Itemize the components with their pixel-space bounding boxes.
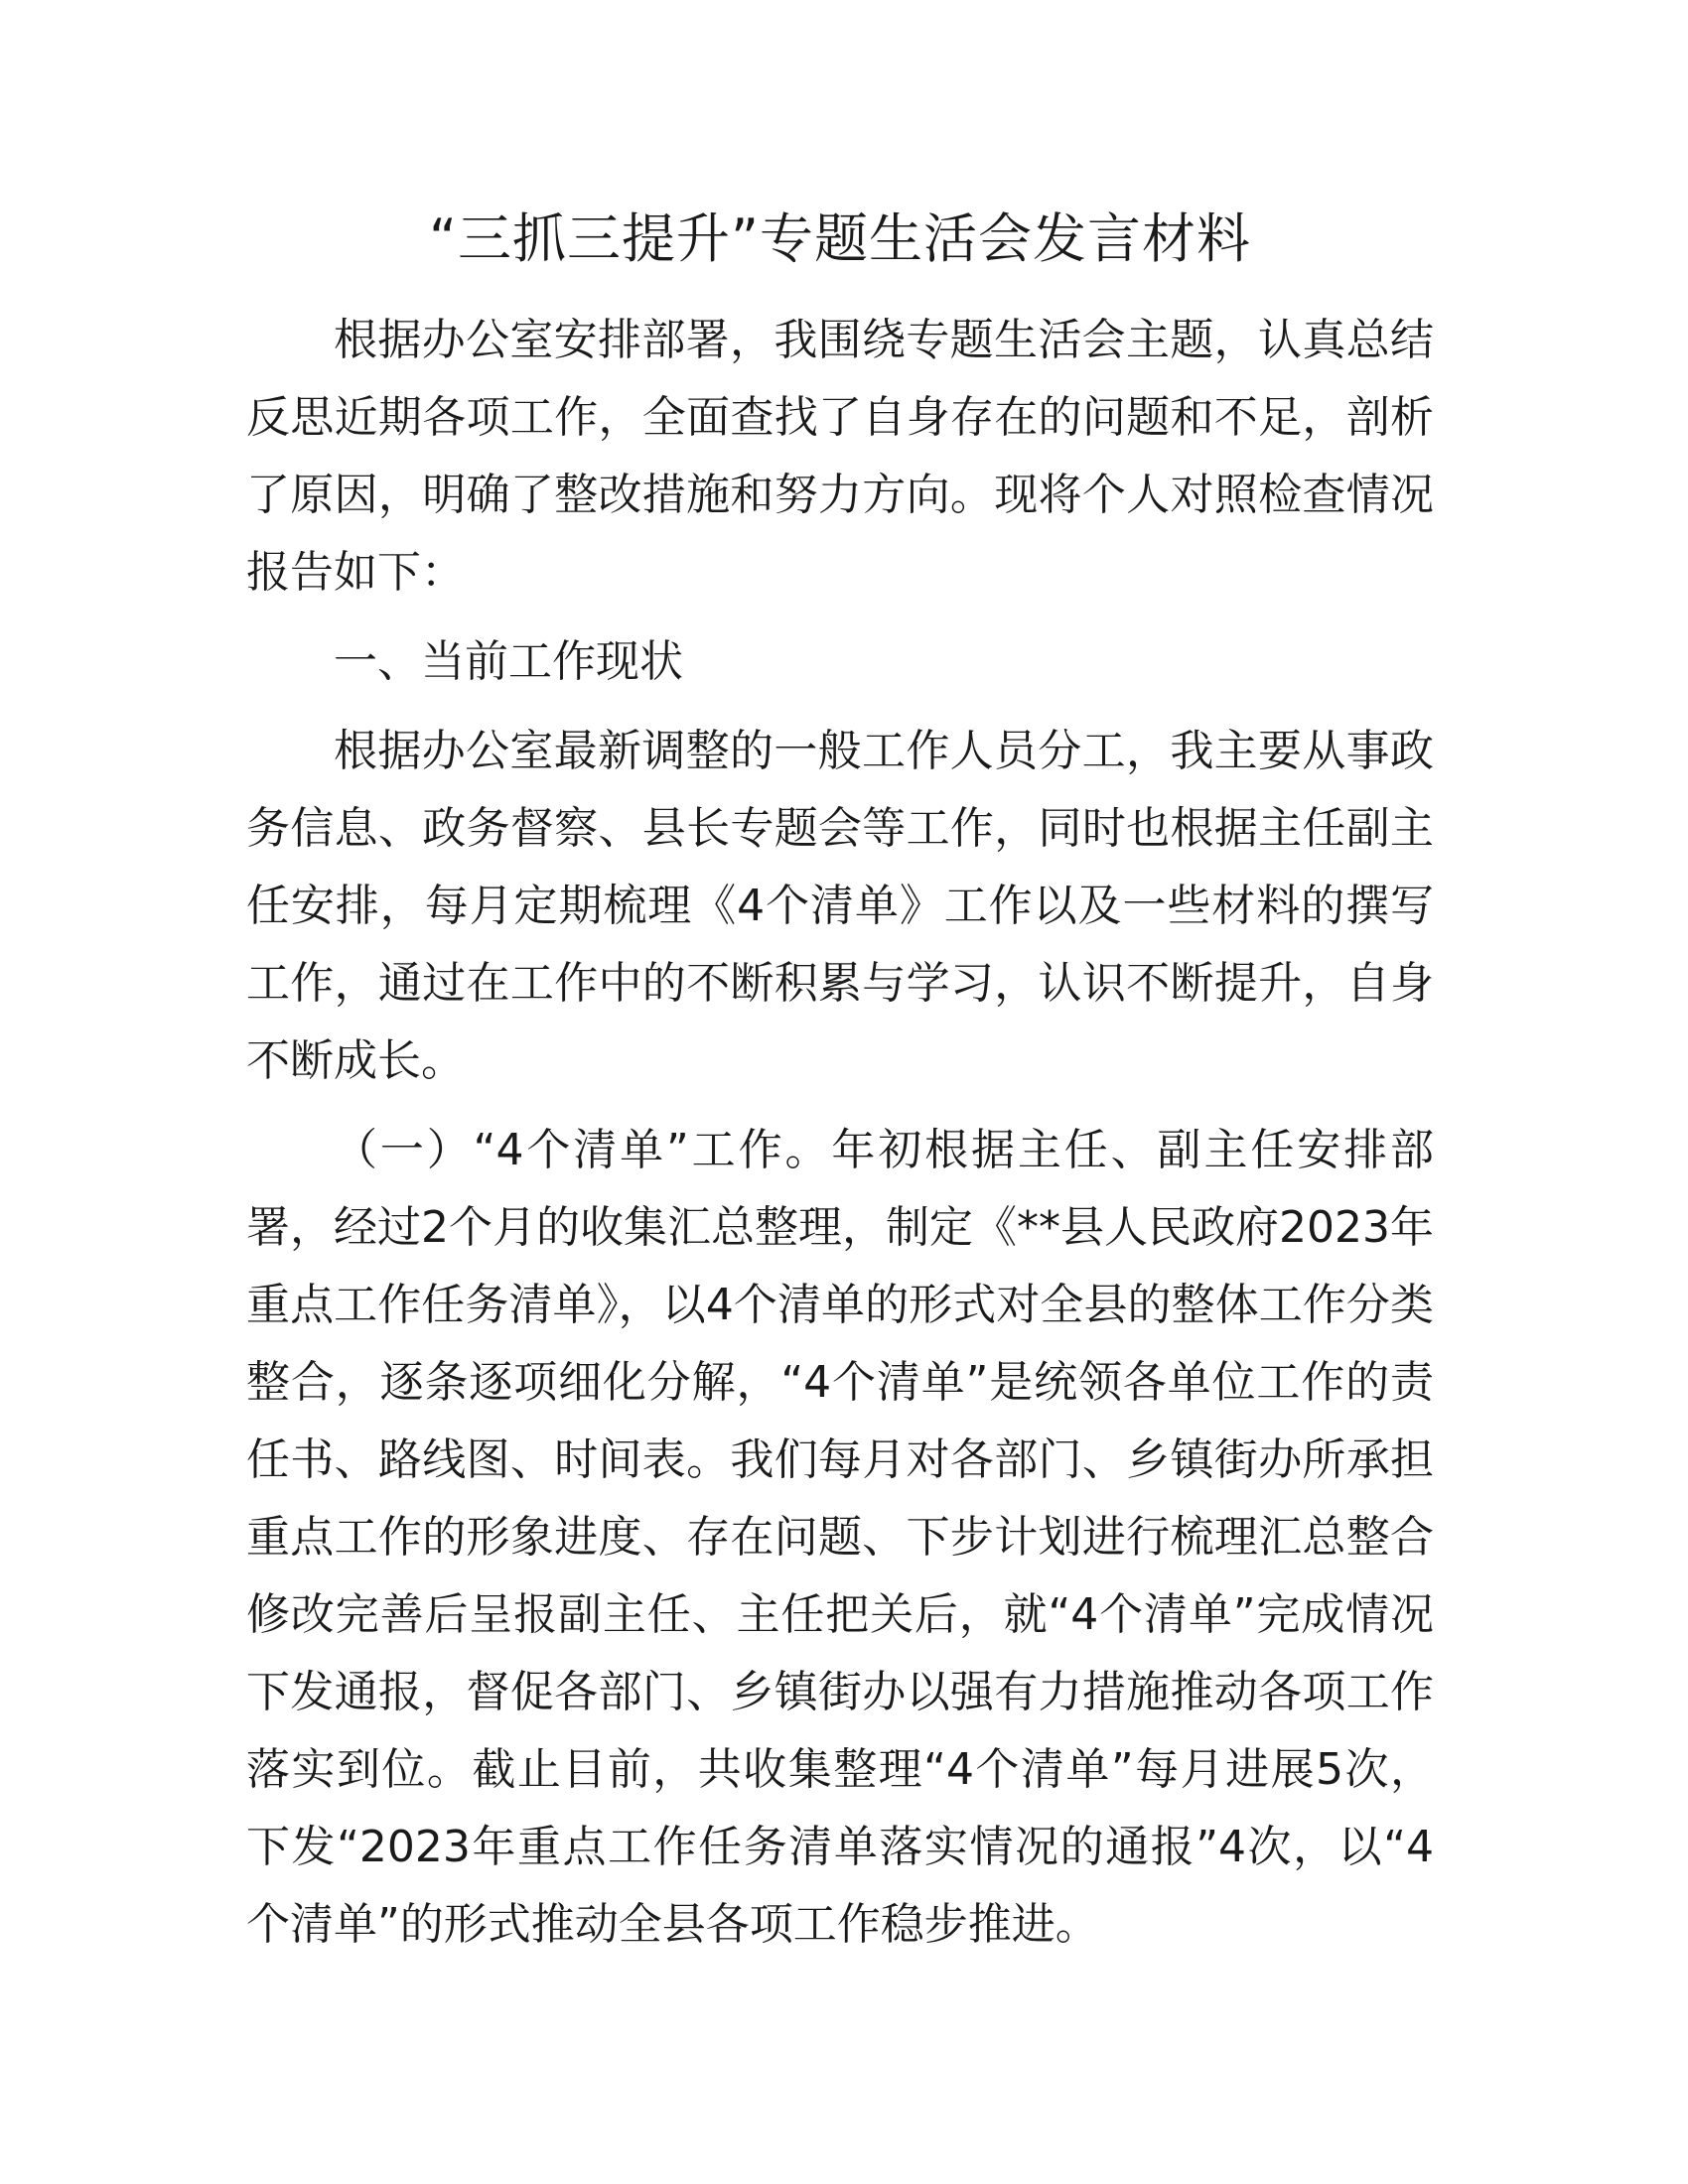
section-heading: 一、当前工作现状: [334, 636, 683, 687]
document-body: [246, 197, 1434, 1976]
document-title: “三抓三提升”专题生活会发言材料: [429, 207, 1251, 270]
intro-paragraph: 根据办公室安排部署，我围绕专题生活会主题，认真总结反思近期各项工作，全面查找了自身存在的问题和不足，剖析了原因，明确了整改措施和努力方向。现将个人对照检查情况报告如下：: [246, 315, 1434, 598]
subsection-paragraph: （一）“4个清单”工作。年初根据主任、副主任安排部署，经过2个月的收集汇总整理，制定《**县人民政府2023年重点工作任务清单》，以4个清单的形式对全县的整体工作分类整合，逐条逐项细化分解，“4个清单”是统领各单位工作的责任书、路线图、时间表。我们每月对各部门、乡镇街办所承担重点工作的形象进度、存在问题、下步计划进行梳理汇总整合修改完善后呈报副主任、主任把关后，就“4个清单”完成情况下发通报，督促各部门、乡镇街办以强有力措施推动各项工作落实到位。截止目前，共收集整理“4个清单”每月进展5次，下发“2023年重点工作任务清单落实情况的通报”4次，以“4个清单”的形式推动全县各项工作稳步推进。: [246, 1125, 1434, 1950]
section-paragraph: 根据办公室最新调整的一般工作人员分工，我主要从事政务信息、政务督察、县长专题会等工作，同时也根据主任副主任安排，每月定期梳理《4个清单》工作以及一些材料的撰写工作，通过在工作中的不断积累与学习，认识不断提升，自身不断成长。: [246, 726, 1434, 1086]
